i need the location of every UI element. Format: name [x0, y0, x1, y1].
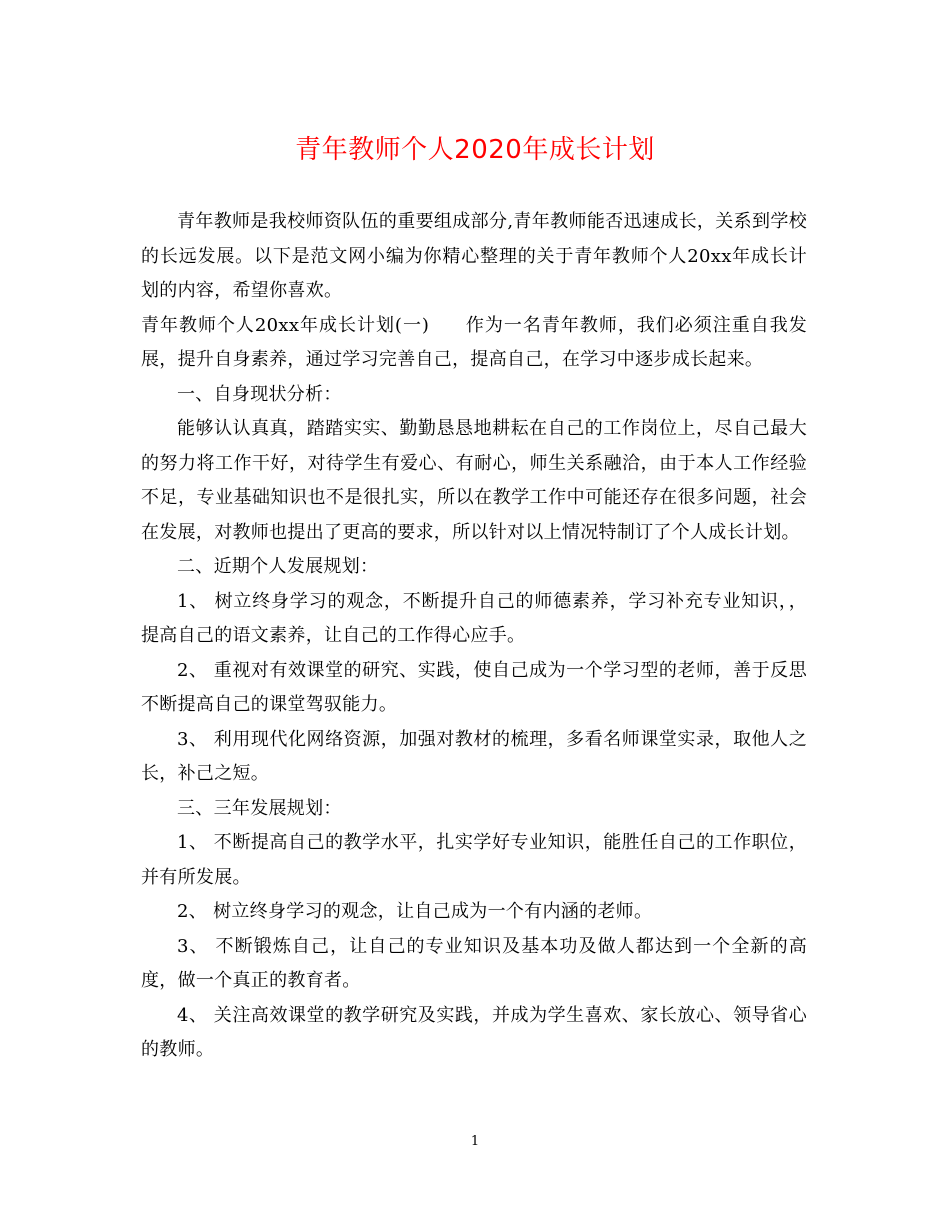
self-analysis-paragraph: 能够认认真真，踏踏实实、勤勤恳恳地耕耘在自己的工作岗位上，尽自己最大的努力将工作干好，对待学生有爱心、有耐心，师生关系融洽，由于本人工作经验不足，专业基础知识也不是很扎实，所以在教学工作中可能还存在很多问题，社会在发展，对教师也提出了更高的要求，所以针对以上情况特制订了个人成长计划。 [141, 418, 807, 543]
section-heading-short-term: 二、近期个人发展规划： [177, 556, 379, 577]
short-term-item-2: 2、 重视对有效课堂的研究、实践，使自己成为一个学习型的老师，善于反思不断提高自己的课堂驾驭能力。 [141, 659, 807, 715]
three-year-item-4: 4、 关注高效课堂的教学研究及实践，并成为学生喜欢、家长放心、领导省心的教师。 [141, 1004, 807, 1060]
three-year-item-2: 2、 树立终身学习的观念，让自己成为一个有内涵的老师。 [177, 901, 653, 922]
three-year-item-3: 3、 不断锻炼自己，让自己的专业知识及基本功及做人都达到一个全新的高度，做一个真正的教育者。 [141, 935, 807, 991]
section-heading-three-year: 三、三年发展规划： [177, 797, 342, 819]
page-number: 1 [470, 1134, 480, 1149]
plan-opening-text: 作为一名青年教师，我们必须注重自我发展，提升自身素养，通过学习完善自己，提高自己，在学习中逐步成长起来。 [141, 314, 807, 370]
document-body [141, 205, 807, 1068]
intro-paragraph: 青年教师是我校师资队伍的重要组成部分,青年教师能否迅速成长，关系到学校的长远发展。以下是范文网小编为你精心整理的关于青年教师个人20xx年成长计划的内容，希望你喜欢。 [141, 211, 807, 301]
plan-subtitle: 青年教师个人20xx年成长计划(一) [141, 314, 430, 336]
short-term-item-3: 3、 利用现代化网络资源，加强对教材的梳理，多看名师课堂实录，取他人之长，补己之短。 [141, 728, 807, 784]
three-year-item-1: 1、 不断提高自己的教学水平，扎实学好专业知识，能胜任自己的工作职位，并有所发展。 [141, 832, 807, 888]
plan-heading-paragraph [141, 309, 807, 378]
document-title: 青年教师个人2020年成长计划 [295, 135, 655, 165]
section-heading-self-analysis: 一、自身现状分析： [177, 383, 342, 405]
short-term-item-1: 1、 树立终身学习的观念，不断提升自己的师德素养，学习补充专业知识，，提高自己的语文素养，让自己的工作得心应手。 [141, 590, 807, 646]
